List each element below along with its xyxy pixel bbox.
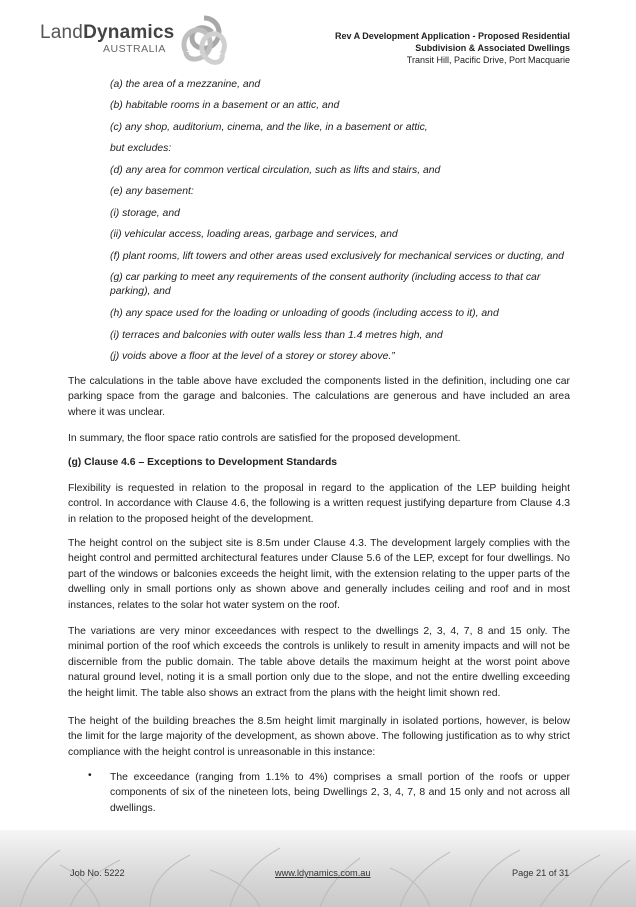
paragraph: The height control on the subject site is 8.5m under Clause 4.3. The development largely complies with the height control and permitted architectural features under Clause 5.6 of the LEP, except for four dwellings. No part of the windows or balconies exceeds the height limit, with the extension relating to the upper parts of the dwelling only in small portions only as shown above and generally includes ceiling and roof and in most instances, relates to the solar hot water system on the roof. [68,538,570,611]
logo-subtitle: AUSTRALIA [103,43,166,55]
document-header [335,30,570,66]
list-item: (i) storage, and [110,208,180,219]
header-address: Transit Hill, Pacific Drive, Port Macquarie [406,55,570,65]
list-item: (h) any space used for the loading or unloading of goods (including access to it), and [110,308,499,319]
list-item: but excludes: [110,143,172,154]
paragraph: In summary, the floor space ratio controls are satisfied for the proposed development. [68,433,461,444]
section-heading: (g) Clause 4.6 – Exceptions to Development Standards [68,457,338,468]
bullet-item: The exceedance (ranging from 1.1% to 4%) comprises a small portion of the roofs or upper components of six of the nineteen lots, being Dwellings 2, 3, 4, 7, 8 and 15 only and not across all dwellings. [110,772,570,814]
list-item: (i) terraces and balconies with outer walls less than 1.4 metres high, and [110,330,443,341]
header-title-line1: Rev A Development Application - Proposed Residential [334,31,570,41]
logo-knot-icon [174,12,234,72]
list-item: (ii) vehicular access, loading areas, garbage and services, and [110,229,398,240]
paragraph: The calculations in the table above have excluded the components listed in the definition, including one car parking space from the garage and balconies. The calculations are generous and have included an area where it was unclear. [68,376,570,418]
list-item: (a) the area of a mezzanine, and [110,79,261,90]
footer-website-link[interactable]: www.ldynamics.com.au [275,868,371,878]
paragraph: The height of the building breaches the 8.5m height limit marginally in isolated portions, however, is below the limit for the large majority of the development, as shown above. The following justification as to why strict compliance with the height control is unreasonable in this instance: [68,716,570,758]
footer-page-number: Page 21 of 31 [512,868,570,878]
list-item: (g) car parking to meet any requirements of the consent authority (including access to that car parking), and [110,272,541,297]
list-item: (d) any area for common vertical circulation, such as lifts and stairs, and [110,165,441,176]
list-item: (c) any shop, auditorium, cinema, and the like, in a basement or attic, [110,122,428,133]
paragraph: The variations are very minor exceedances with respect to the dwellings 2, 3, 4, 7, 8 and 15 only. The minimal portion of the roof which exceeds the controls is unlikely to result in amenity impacts and will not be discernible from the public domain. The table above details the maximum height at the worst point above natural ground level, noting it is a small portion only due to the slope, and not the entire dwelling exceeding the height limit. The table also shows an extract from the plans with the height limit shown red. [68,626,570,699]
list-item: (j) voids above a floor at the level of a storey or storey above.” [110,351,395,362]
footer-job-number: Job No. 5222 [70,868,125,878]
paragraph: Flexibility is requested in relation to the proposal in regard to the application of the LEP building height control. In accordance with Clause 4.6, the following is a written request justifying departure from Clause 4.3 in relation to the proposed height of the development. [68,483,570,525]
list-item: (f) plant rooms, lift towers and other areas used exclusively for mechanical services or ducting, and [110,251,564,262]
company-logo [40,22,250,70]
bullet-icon: • [88,770,92,781]
logo-wordmark: LandDynamics [40,22,175,43]
list-item: (b) habitable rooms in a basement or an attic, and [110,100,340,111]
header-title-line2: Subdivision & Associated Dwellings [415,43,570,53]
list-item: (e) any basement: [110,186,194,197]
